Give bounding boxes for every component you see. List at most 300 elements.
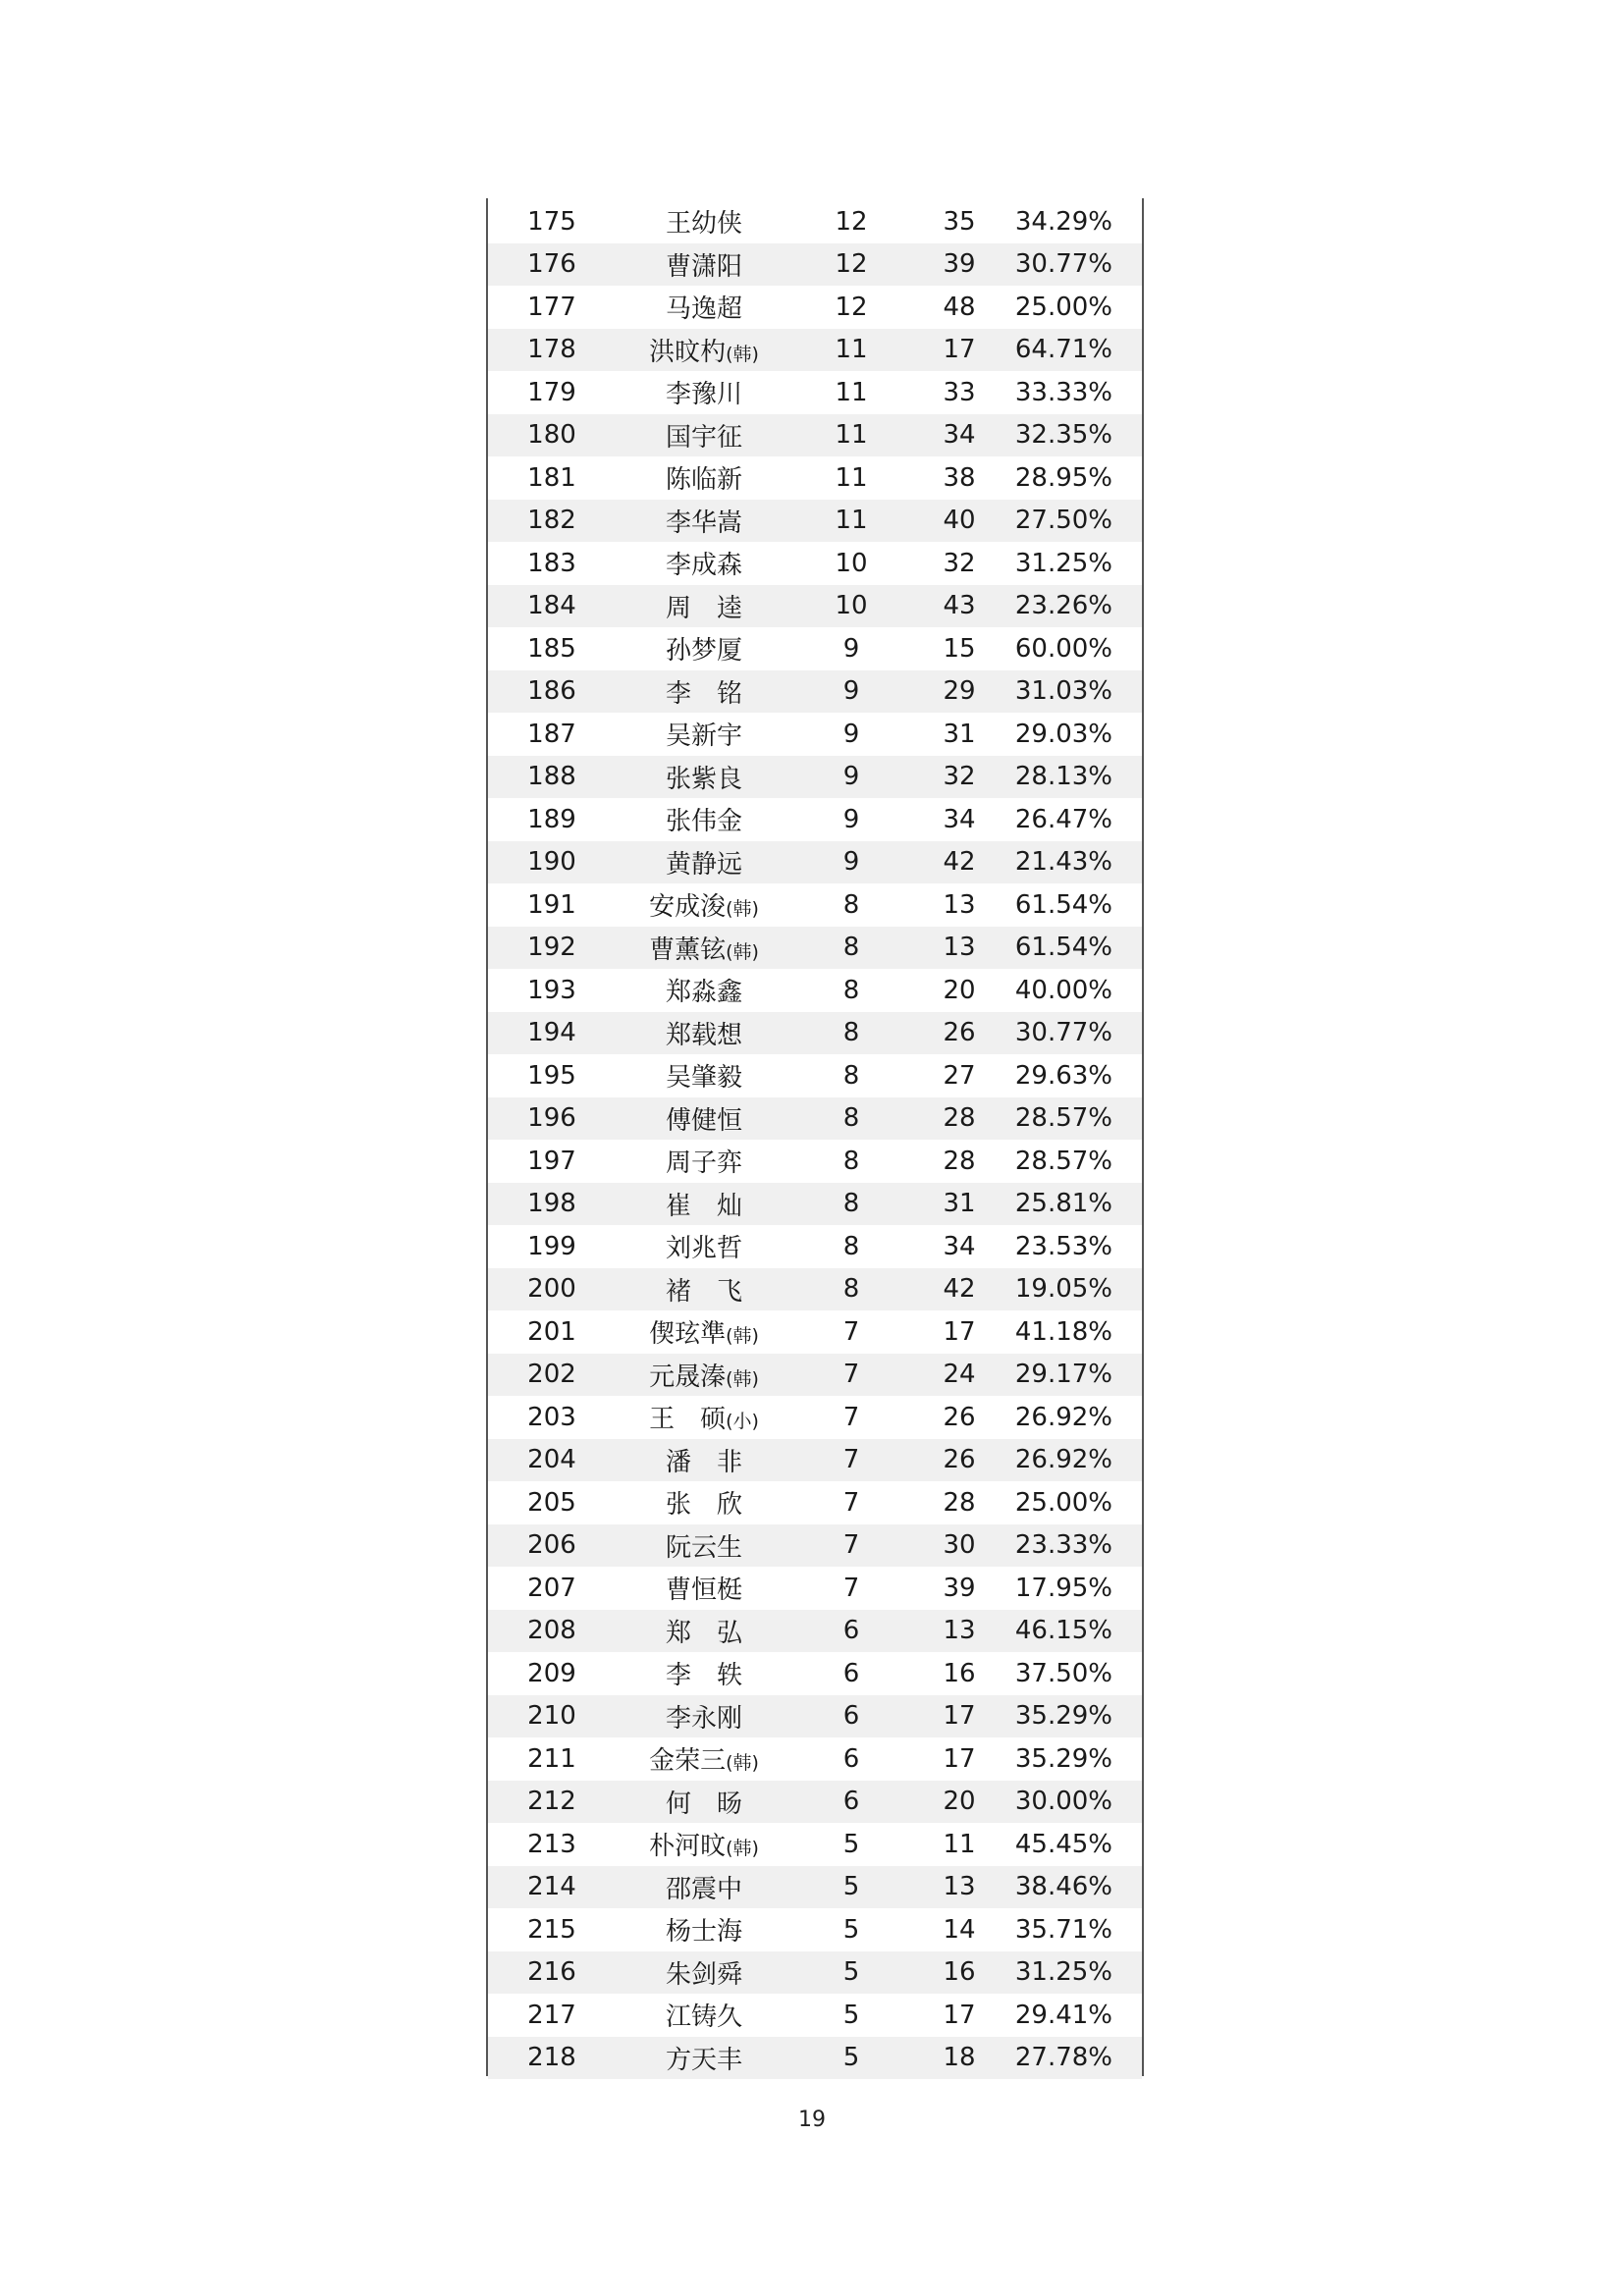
wins-cell: 11 <box>835 335 868 365</box>
table-row <box>488 243 1142 287</box>
table-row <box>488 1396 1142 1439</box>
rank-cell: 208 <box>527 1616 576 1646</box>
rate-cell: 31.25% <box>1014 548 1112 578</box>
player-name: 方天丰 <box>665 2045 742 2075</box>
games-cell: 35 <box>943 206 976 237</box>
player-name: 张紫良 <box>665 764 742 794</box>
wins-cell: 7 <box>842 1445 860 1475</box>
wins-cell: 8 <box>842 1103 860 1134</box>
rate-cell: 28.13% <box>1014 762 1112 792</box>
player-name: 阮云生 <box>665 1532 742 1563</box>
rate-cell: 40.00% <box>1014 975 1112 1005</box>
wins-cell: 8 <box>842 1018 860 1048</box>
wins-cell: 10 <box>835 591 868 621</box>
name-cell <box>616 630 792 667</box>
name-cell <box>616 503 792 539</box>
player-name: 金荣三 <box>649 1746 727 1777</box>
player-name: 李成森 <box>665 551 742 581</box>
name-cell <box>616 1271 792 1308</box>
player-name: 马逸超 <box>665 294 742 325</box>
rate-cell: 35.29% <box>1014 1701 1112 1732</box>
table-row <box>488 286 1142 329</box>
rate-cell: 35.71% <box>1014 1914 1112 1945</box>
name-cell <box>616 1869 792 1905</box>
rate-cell: 45.45% <box>1014 1829 1112 1859</box>
player-name: 郑淼鑫 <box>665 978 742 1008</box>
table-row <box>488 1140 1142 1183</box>
rank-cell: 217 <box>527 2000 576 2030</box>
table-row <box>488 1439 1142 1482</box>
rank-cell: 182 <box>527 506 576 536</box>
wins-cell: 11 <box>835 420 868 451</box>
wins-cell: 5 <box>842 1872 860 1902</box>
player-name: 陈临新 <box>665 465 742 496</box>
wins-cell: 6 <box>842 1658 860 1688</box>
player-note: (韩) <box>726 1752 759 1775</box>
name-cell <box>616 1954 792 1991</box>
wins-cell: 5 <box>842 1829 860 1859</box>
table-row <box>488 1994 1142 2037</box>
table-row <box>488 756 1142 799</box>
games-cell: 16 <box>943 1957 976 1988</box>
player-name: 曹恒梃 <box>665 1575 742 1606</box>
player-name: 崔 灿 <box>665 1191 742 1221</box>
wins-cell: 8 <box>842 933 860 963</box>
rate-cell: 26.92% <box>1014 1445 1112 1475</box>
games-cell: 29 <box>943 676 976 707</box>
player-name: 曹薰铉 <box>649 934 727 965</box>
player-name: 朴河旼 <box>649 1832 727 1862</box>
games-cell: 13 <box>943 1616 976 1646</box>
rank-cell: 201 <box>527 1316 576 1347</box>
rate-cell: 23.26% <box>1014 591 1112 621</box>
wins-cell: 7 <box>842 1573 860 1603</box>
rank-cell: 179 <box>527 377 576 407</box>
player-name: 郑 弘 <box>665 1618 742 1648</box>
name-cell <box>616 1228 792 1264</box>
rate-cell: 26.47% <box>1014 804 1112 834</box>
wins-cell: 6 <box>842 1701 860 1732</box>
table-row <box>488 627 1142 670</box>
name-cell <box>616 1997 792 2033</box>
rank-cell: 210 <box>527 1701 576 1732</box>
name-cell <box>616 1442 792 1478</box>
table-row <box>488 542 1142 585</box>
name-cell <box>616 417 792 454</box>
wins-cell: 11 <box>835 462 868 493</box>
rank-cell: 207 <box>527 1573 576 1603</box>
player-note: (韩) <box>726 343 759 365</box>
games-cell: 17 <box>943 1701 976 1732</box>
rank-cell: 178 <box>527 335 576 365</box>
games-cell: 38 <box>943 462 976 493</box>
table-row <box>488 883 1142 927</box>
rate-cell: 27.50% <box>1014 506 1112 536</box>
wins-cell: 8 <box>842 1274 860 1305</box>
player-name: 孙梦厦 <box>665 636 742 667</box>
rate-cell: 46.15% <box>1014 1616 1112 1646</box>
page-number: 19 <box>798 2108 826 2132</box>
rank-cell: 209 <box>527 1658 576 1688</box>
rate-cell: 64.71% <box>1014 335 1112 365</box>
games-cell: 26 <box>943 1018 976 1048</box>
name-cell <box>616 759 792 795</box>
rate-cell: 29.03% <box>1014 719 1112 749</box>
player-name: 张 欣 <box>665 1490 742 1521</box>
wins-cell: 5 <box>842 2000 860 2030</box>
wins-cell: 9 <box>842 676 860 707</box>
table-row <box>488 1951 1142 1995</box>
rate-cell: 28.57% <box>1014 1146 1112 1176</box>
name-cell <box>616 1399 792 1435</box>
player-name: 李豫川 <box>665 380 742 410</box>
player-note: (韩) <box>726 940 759 963</box>
games-cell: 39 <box>943 249 976 280</box>
games-cell: 26 <box>943 1445 976 1475</box>
games-cell: 17 <box>943 1316 976 1347</box>
name-cell <box>616 1784 792 1820</box>
player-name: 邵震中 <box>665 1874 742 1904</box>
rate-cell: 25.81% <box>1014 1189 1112 1219</box>
table-row <box>488 1695 1142 1738</box>
rate-cell: 29.41% <box>1014 2000 1112 2030</box>
player-name: 王幼侠 <box>665 209 742 240</box>
rank-cell: 214 <box>527 1872 576 1902</box>
player-name: 周子弈 <box>665 1148 742 1179</box>
table-row <box>488 1823 1142 1866</box>
rank-cell: 193 <box>527 975 576 1005</box>
player-note: (韩) <box>726 1838 759 1860</box>
games-cell: 39 <box>943 1573 976 1603</box>
table-row <box>488 329 1142 372</box>
games-cell: 16 <box>943 1658 976 1688</box>
table-row <box>488 585 1142 628</box>
games-cell: 17 <box>943 2000 976 2030</box>
name-cell <box>616 1100 792 1137</box>
player-name: 曹潇阳 <box>665 251 742 282</box>
table-row <box>488 670 1142 714</box>
table-row <box>488 456 1142 500</box>
player-name: 潘 非 <box>665 1447 742 1477</box>
player-name: 张伟金 <box>665 807 742 837</box>
player-note: (韩) <box>726 898 759 921</box>
rank-cell: 196 <box>527 1103 576 1134</box>
rank-cell: 202 <box>527 1360 576 1390</box>
ranking-table <box>486 198 1144 2076</box>
games-cell: 48 <box>943 292 976 322</box>
wins-cell: 11 <box>835 377 868 407</box>
games-cell: 13 <box>943 933 976 963</box>
rank-cell: 180 <box>527 420 576 451</box>
player-name: 朱剑舜 <box>665 1959 742 1990</box>
games-cell: 18 <box>943 2043 976 2073</box>
rank-cell: 195 <box>527 1060 576 1091</box>
rate-cell: 25.00% <box>1014 1487 1112 1518</box>
rate-cell: 31.25% <box>1014 1957 1112 1988</box>
wins-cell: 12 <box>835 249 868 280</box>
games-cell: 17 <box>943 335 976 365</box>
name-cell <box>616 1313 792 1350</box>
table-row <box>488 1481 1142 1524</box>
name-cell <box>616 801 792 837</box>
name-cell <box>616 1826 792 1862</box>
table-row <box>488 1908 1142 1951</box>
wins-cell: 6 <box>842 1787 860 1817</box>
table-row <box>488 500 1142 543</box>
games-cell: 17 <box>943 1743 976 1774</box>
player-name: 李 轶 <box>665 1661 742 1691</box>
table-row <box>488 1310 1142 1354</box>
rate-cell: 26.92% <box>1014 1402 1112 1432</box>
player-name: 国宇征 <box>665 422 742 453</box>
games-cell: 13 <box>943 889 976 920</box>
games-cell: 20 <box>943 975 976 1005</box>
rate-cell: 34.29% <box>1014 206 1112 237</box>
wins-cell: 8 <box>842 1060 860 1091</box>
name-cell <box>616 588 792 624</box>
games-cell: 42 <box>943 1274 976 1305</box>
rank-cell: 183 <box>527 548 576 578</box>
wins-cell: 8 <box>842 1231 860 1261</box>
wins-cell: 5 <box>842 1957 860 1988</box>
rank-cell: 189 <box>527 804 576 834</box>
wins-cell: 9 <box>842 804 860 834</box>
rank-cell: 176 <box>527 249 576 280</box>
player-name: 李华嵩 <box>665 507 742 538</box>
player-name: 江铸久 <box>665 2002 742 2033</box>
games-cell: 34 <box>943 804 976 834</box>
rate-cell: 19.05% <box>1014 1274 1112 1305</box>
name-cell <box>616 930 792 966</box>
games-cell: 31 <box>943 719 976 749</box>
rate-cell: 38.46% <box>1014 1872 1112 1902</box>
name-cell <box>616 886 792 923</box>
table-row <box>488 1781 1142 1824</box>
name-cell <box>616 2040 792 2076</box>
wins-cell: 9 <box>842 762 860 792</box>
rank-cell: 203 <box>527 1402 576 1432</box>
table-row <box>488 1652 1142 1695</box>
rank-cell: 218 <box>527 2043 576 2073</box>
wins-cell: 6 <box>842 1743 860 1774</box>
table-row <box>488 371 1142 414</box>
table-row <box>488 1225 1142 1268</box>
rank-cell: 216 <box>527 1957 576 1988</box>
games-cell: 30 <box>943 1530 976 1561</box>
player-name: 杨士海 <box>665 1917 742 1948</box>
games-cell: 40 <box>943 506 976 536</box>
games-cell: 27 <box>943 1060 976 1091</box>
rate-cell: 21.43% <box>1014 847 1112 878</box>
rank-cell: 199 <box>527 1231 576 1261</box>
rank-cell: 184 <box>527 591 576 621</box>
table-row <box>488 841 1142 884</box>
games-cell: 34 <box>943 420 976 451</box>
wins-cell: 5 <box>842 2043 860 2073</box>
rate-cell: 60.00% <box>1014 633 1112 664</box>
name-cell <box>616 374 792 410</box>
name-cell <box>616 1484 792 1521</box>
name-cell <box>616 972 792 1008</box>
rank-cell: 185 <box>527 633 576 664</box>
player-name: 郑载想 <box>665 1020 742 1050</box>
rate-cell: 32.35% <box>1014 420 1112 451</box>
table-row <box>488 1268 1142 1311</box>
games-cell: 20 <box>943 1787 976 1817</box>
wins-cell: 11 <box>835 506 868 536</box>
player-name: 安成浚 <box>649 892 727 923</box>
rate-cell: 35.29% <box>1014 1743 1112 1774</box>
rank-cell: 205 <box>527 1487 576 1518</box>
games-cell: 14 <box>943 1914 976 1945</box>
name-cell <box>616 844 792 881</box>
player-name: 李永刚 <box>665 1703 742 1734</box>
rate-cell: 30.77% <box>1014 1018 1112 1048</box>
table-row <box>488 1866 1142 1909</box>
rank-cell: 177 <box>527 292 576 322</box>
rate-cell: 23.33% <box>1014 1530 1112 1561</box>
name-cell <box>616 289 792 325</box>
rate-cell: 28.57% <box>1014 1103 1112 1134</box>
table-row <box>488 969 1142 1012</box>
table-row <box>488 927 1142 970</box>
wins-cell: 5 <box>842 1914 860 1945</box>
games-cell: 42 <box>943 847 976 878</box>
wins-cell: 12 <box>835 292 868 322</box>
games-cell: 33 <box>943 377 976 407</box>
player-note: (韩) <box>726 1367 759 1390</box>
rank-cell: 197 <box>527 1146 576 1176</box>
rank-cell: 198 <box>527 1189 576 1219</box>
games-cell: 32 <box>943 762 976 792</box>
rate-cell: 25.00% <box>1014 292 1112 322</box>
name-cell <box>616 1911 792 1948</box>
table-row <box>488 1183 1142 1226</box>
name-cell <box>616 1057 792 1094</box>
wins-cell: 7 <box>842 1360 860 1390</box>
wins-cell: 8 <box>842 1146 860 1176</box>
rate-cell: 27.78% <box>1014 2043 1112 2073</box>
name-cell <box>616 203 792 240</box>
rate-cell: 30.00% <box>1014 1787 1112 1817</box>
wins-cell: 8 <box>842 889 860 920</box>
rank-cell: 181 <box>527 462 576 493</box>
rate-cell: 33.33% <box>1014 377 1112 407</box>
name-cell <box>616 1357 792 1393</box>
player-name: 何 旸 <box>665 1789 742 1819</box>
wins-cell: 9 <box>842 847 860 878</box>
table-row <box>488 1567 1142 1610</box>
player-name: 王 硕 <box>649 1405 727 1435</box>
name-cell <box>616 332 792 368</box>
wins-cell: 10 <box>835 548 868 578</box>
rank-cell: 211 <box>527 1743 576 1774</box>
wins-cell: 9 <box>842 719 860 749</box>
player-name: 吴新宇 <box>665 721 742 752</box>
name-cell <box>616 716 792 752</box>
player-name: 元晟溱 <box>649 1362 727 1392</box>
rate-cell: 23.53% <box>1014 1231 1112 1261</box>
name-cell <box>616 1015 792 1051</box>
name-cell <box>616 246 792 283</box>
rate-cell: 17.95% <box>1014 1573 1112 1603</box>
table-row <box>488 1054 1142 1097</box>
rank-cell: 175 <box>527 206 576 237</box>
rank-cell: 191 <box>527 889 576 920</box>
table-row <box>488 1097 1142 1141</box>
rank-cell: 186 <box>527 676 576 707</box>
player-name: 周 逵 <box>665 593 742 623</box>
table-row <box>488 1737 1142 1781</box>
name-cell <box>616 459 792 496</box>
rate-cell: 41.18% <box>1014 1316 1112 1347</box>
rate-cell: 28.95% <box>1014 462 1112 493</box>
table-row <box>488 1610 1142 1653</box>
player-name: 偰玹準 <box>649 1319 727 1350</box>
name-cell <box>616 1740 792 1777</box>
name-cell <box>616 1655 792 1691</box>
name-cell <box>616 673 792 710</box>
wins-cell: 7 <box>842 1402 860 1432</box>
games-cell: 11 <box>943 1829 976 1859</box>
games-cell: 24 <box>943 1360 976 1390</box>
table-row <box>488 1524 1142 1568</box>
rank-cell: 192 <box>527 933 576 963</box>
games-cell: 43 <box>943 591 976 621</box>
table-row <box>488 1354 1142 1397</box>
player-name: 洪旼杓 <box>649 337 727 367</box>
player-note: (韩) <box>726 1325 759 1348</box>
player-name: 黄静远 <box>665 849 742 880</box>
wins-cell: 7 <box>842 1487 860 1518</box>
games-cell: 31 <box>943 1189 976 1219</box>
name-cell <box>616 545 792 581</box>
games-cell: 34 <box>943 1231 976 1261</box>
rate-cell: 37.50% <box>1014 1658 1112 1688</box>
rank-cell: 188 <box>527 762 576 792</box>
wins-cell: 6 <box>842 1616 860 1646</box>
rate-cell: 61.54% <box>1014 933 1112 963</box>
rank-cell: 215 <box>527 1914 576 1945</box>
games-cell: 26 <box>943 1402 976 1432</box>
games-cell: 13 <box>943 1872 976 1902</box>
name-cell <box>616 1527 792 1564</box>
name-cell <box>616 1143 792 1179</box>
table-row <box>488 2037 1142 2080</box>
table-row <box>488 1012 1142 1055</box>
player-note: (小) <box>726 1411 759 1433</box>
rank-cell: 194 <box>527 1018 576 1048</box>
player-name: 刘兆哲 <box>665 1234 742 1264</box>
player-name: 吴肇毅 <box>665 1063 742 1094</box>
wins-cell: 12 <box>835 206 868 237</box>
games-cell: 32 <box>943 548 976 578</box>
rate-cell: 29.63% <box>1014 1060 1112 1091</box>
wins-cell: 8 <box>842 1189 860 1219</box>
player-name: 李 铭 <box>665 678 742 709</box>
table-row <box>488 200 1142 243</box>
table-row <box>488 798 1142 841</box>
rank-cell: 200 <box>527 1274 576 1305</box>
name-cell <box>616 1698 792 1735</box>
rank-cell: 212 <box>527 1787 576 1817</box>
wins-cell: 7 <box>842 1530 860 1561</box>
player-name: 傅健恒 <box>665 1105 742 1136</box>
rate-cell: 29.17% <box>1014 1360 1112 1390</box>
rank-cell: 190 <box>527 847 576 878</box>
name-cell <box>616 1570 792 1606</box>
table-row <box>488 713 1142 756</box>
